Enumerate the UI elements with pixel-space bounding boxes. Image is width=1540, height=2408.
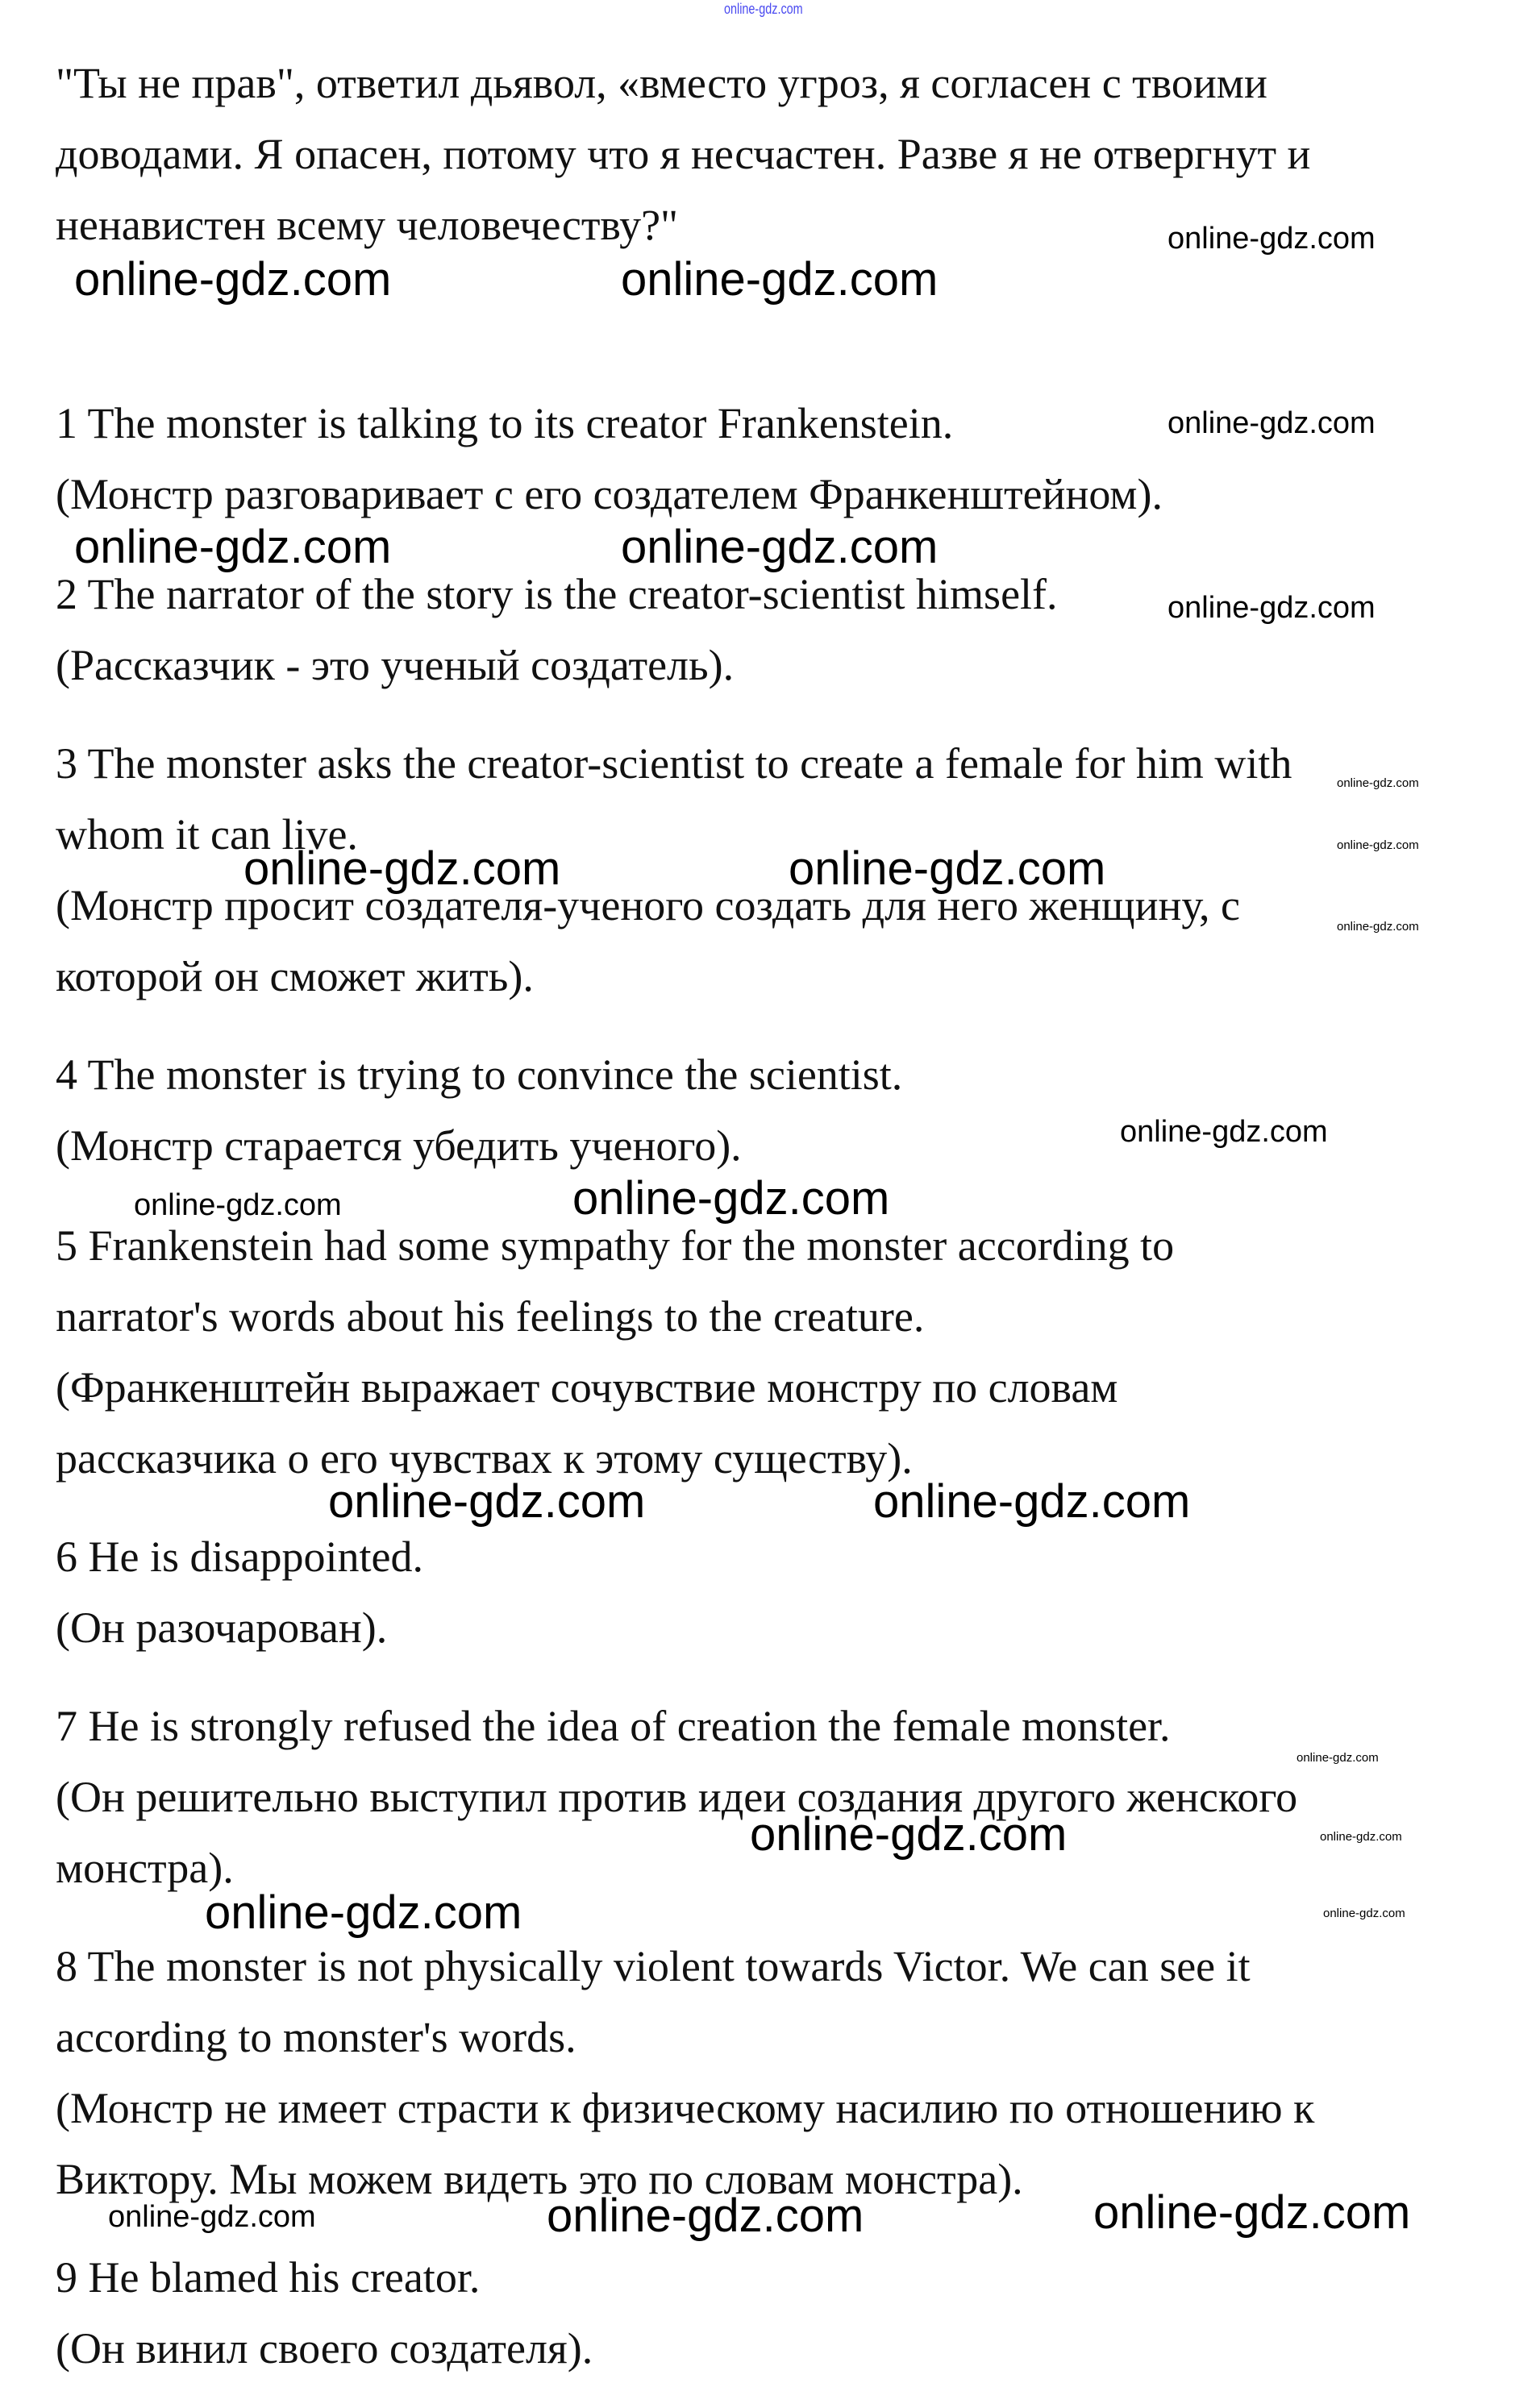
watermark: online-gdz.com xyxy=(108,2200,316,2234)
watermark: online-gdz.com xyxy=(1167,406,1376,440)
watermark: online-gdz.com xyxy=(572,1172,890,1225)
watermark: online-gdz.com xyxy=(205,1886,522,1939)
answer-7-translation: (Он решительно выступил против идеи создания другого женского xyxy=(56,1773,1298,1821)
watermark: online-gdz.com xyxy=(134,1188,342,1222)
answer-5: narrator's words about his feelings to the creature. xyxy=(56,1292,925,1341)
watermark: online-gdz.com xyxy=(1323,1907,1405,1920)
watermark: online-gdz.com xyxy=(547,2190,864,2242)
answer-3-translation: (Монстр просит создателя-ученого создать для него женщину, с xyxy=(56,881,1240,930)
watermark: online-gdz.com xyxy=(750,1808,1068,1861)
answer-2-translation: (Рассказчик - это ученый создатель). xyxy=(56,641,735,689)
answer-8-translation: Виктору. Мы можем видеть это по словам монстра). xyxy=(56,2155,1023,2203)
watermark: online-gdz.com xyxy=(1297,1751,1379,1765)
watermark: online-gdz.com xyxy=(789,842,1106,895)
answer-3: whom it can live. xyxy=(56,810,358,859)
text-line: "Ты не прав", ответил дьявол, «вместо угроз, я согласен с твоими xyxy=(56,59,1267,107)
answer-6-translation: (Он разочарован). xyxy=(56,1603,388,1652)
answer-5-translation: (Франкенштейн выражает сочувствие монстру по словам xyxy=(56,1363,1118,1412)
answer-6: 6 He is disappointed. xyxy=(56,1533,423,1581)
answer-2: 2 The narrator of the story is the creator-scientist himself. xyxy=(56,570,1058,618)
watermark: online-gdz.com xyxy=(1120,1115,1328,1149)
answer-5: 5 Frankenstein had some sympathy for the monster according to xyxy=(56,1221,1175,1270)
watermark: online-gdz.com xyxy=(1337,838,1419,852)
watermark: online-gdz.com xyxy=(74,253,392,306)
answer-4-translation: (Монстр старается убедить ученого). xyxy=(56,1121,742,1170)
answer-9-translation: (Он винил своего создателя). xyxy=(56,2324,593,2373)
watermark: online-gdz.com xyxy=(1337,920,1419,934)
answer-3-translation: которой он сможет жить). xyxy=(56,952,534,1000)
watermark: online-gdz.com xyxy=(1167,222,1376,256)
answer-8: 8 The monster is not physically violent towards Victor. We can see it xyxy=(56,1942,1251,1990)
watermark: online-gdz.com xyxy=(328,1475,646,1528)
answer-3: 3 The monster asks the creator-scientist to create a female for him with xyxy=(56,739,1292,788)
answer-5-translation: рассказчика о его чувствах к этому существу). xyxy=(56,1434,913,1483)
answer-9: 9 He blamed his creator. xyxy=(56,2253,481,2302)
answer-8-translation: (Монстр не имеет страсти к физическому насилию по отношению к xyxy=(56,2084,1315,2132)
text-line: ненавистен всему человечеству?" xyxy=(56,201,679,249)
watermark: online-gdz.com xyxy=(74,521,392,573)
answer-7-translation: монстра). xyxy=(56,1844,234,1892)
answer-8: according to monster's words. xyxy=(56,2013,576,2061)
answer-1: 1 The monster is talking to its creator Frankenstein. xyxy=(56,399,954,447)
answer-1-translation: (Монстр разговаривает с его создателем Франкенштейном). xyxy=(56,470,1163,518)
watermark: online-gdz.com xyxy=(621,521,939,573)
answer-7: 7 He is strongly refused the idea of creation the female monster. xyxy=(56,1702,1171,1750)
watermark: online-gdz.com xyxy=(1320,1830,1402,1844)
watermark: online-gdz.com xyxy=(243,842,561,895)
watermark: online-gdz.com xyxy=(724,1,803,17)
watermark: online-gdz.com xyxy=(1337,776,1419,790)
watermark: online-gdz.com xyxy=(873,1475,1191,1528)
watermark: online-gdz.com xyxy=(621,253,939,306)
watermark: online-gdz.com xyxy=(1093,2186,1411,2239)
watermark: online-gdz.com xyxy=(1167,591,1376,625)
text-line: доводами. Я опасен, потому что я несчастен. Разве я не отвергнут и xyxy=(56,130,1311,178)
answer-4: 4 The monster is trying to convince the scientist. xyxy=(56,1050,903,1099)
